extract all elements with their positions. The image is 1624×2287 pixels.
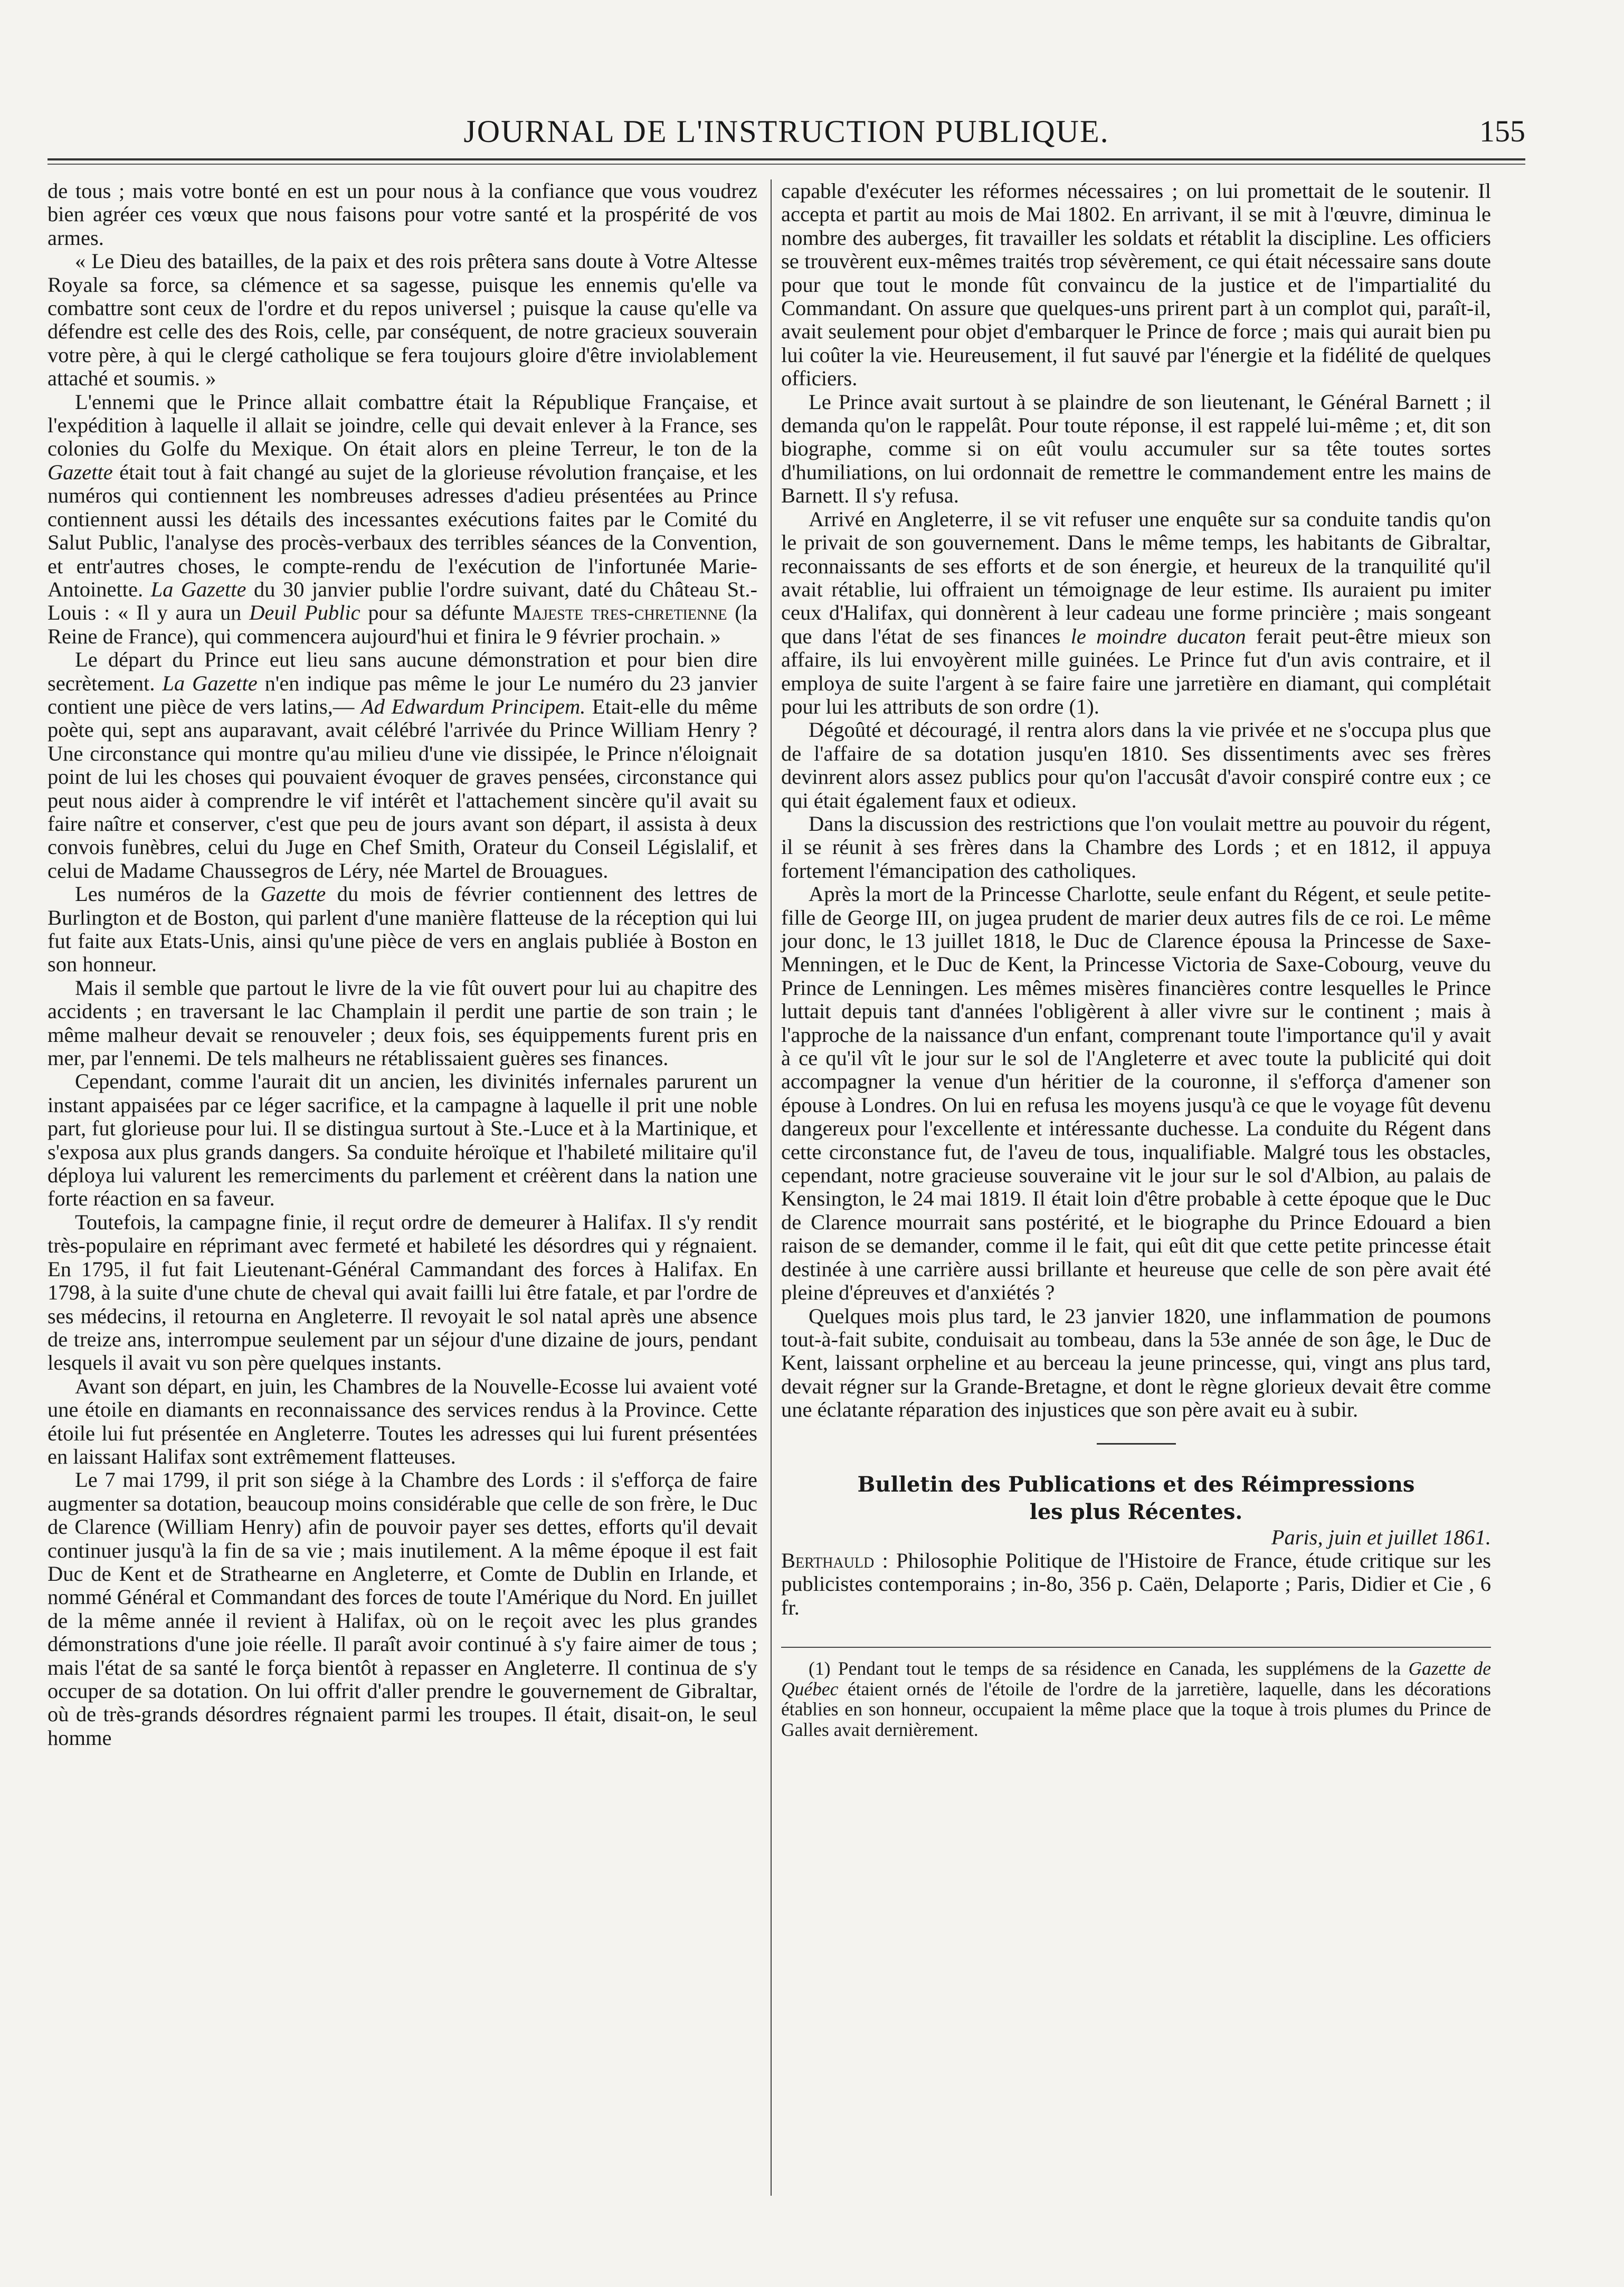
paragraph: Dans la discussion des restrictions que l'on voulait mettre au pouvoir du régent, il se réunit à ses frères dans la Chambre des Lords ; et en 1812, il appuya fortement l'émancipation des catholiques. bbox=[781, 811, 1491, 882]
column-divider bbox=[771, 179, 772, 2196]
footnote-rule bbox=[781, 1647, 1491, 1648]
paragraph: Le Prince avait surtout à se plaindre de son lieutenant, le Général Barnett ; il demanda qu'on le rappelât. Pour toute réponse, il est rappelé lui-même ; et, dit son biographe, comme si on eût voulu accumuler sur sa tête toutes sortes d'humiliations, on lui ordonnait de remettre le commandement entre les mains de Barnett. Il s'y refusa. bbox=[781, 390, 1491, 508]
bulletin-date: Paris, juin et juillet 1861. bbox=[1271, 1525, 1491, 1549]
paragraph: capable d'exécuter les réformes nécessaires ; on lui promettait de le soutenir. Il accepta et partit au mois de Mai 1802. En arrivant, il se mit à l'œuvre, diminua le nombre des auberges, fit travailler les soldats et rétablit la discipline. Les officiers se trouvèrent eux-mêmes traités trop sévèrement, ce qui était nécessaire sans doute pour que tout le monde fût convaincu de la justice et de l'impartialité du Commandant. On assure que quelques-uns prirent part à un complot qui, paraît-il, avait seulement pour objet d'embarquer le Prince de force ; mais qui aurait bien pu lui coûter la vie. Heureusement, il fut sauvé par l'énergie et la fidélité de quelques officiers. bbox=[781, 179, 1491, 391]
paragraph: Quelques mois plus tard, le 23 janvier 1820, une inflammation de poumons tout-à-fait subite, conduisait au tombeau, dans la 53e année de son âge, le Duc de Kent, laissant orpheline et au berceau la jeune princesse, qui, vingt ans plus tard, devait régner sur la Grande-Bretagne, et dont le règne glorieux devait être comme une éclatante réparation des injustices que son père avait eu à subir. bbox=[781, 1304, 1491, 1422]
paragraph: « Le Dieu des batailles, de la paix et des rois prêtera sans doute à Votre Altesse Royale sa force, sa clémence et sa sagesse, puisque les ennemis qu'elle va combattre sont ceux de l'ordre et du repos universel ; puisque la cause qu'elle va défendre est celle des des Rois, celle, par conséquent, de notre gracieux souverain votre père, à qui le clergé catholique se fera toujours gloire d'être inviolablement attaché et soumis. » bbox=[48, 249, 757, 391]
footnote: (1) Pendant tout le temps de sa résidence en Canada, les supplémens de la Gazette de Québec étaient ornés de l'étoile de l'ordre de la jarretière, laquelle, dans les décorations établies en son honneur, occupaient la même place que la toque à trois plumes du Prince de Galles avait dernièrement. bbox=[781, 1658, 1491, 1740]
paragraph: Dégoûté et découragé, il rentra alors dans la vie privée et ne s'occupa plus que de l'affaire de sa dotation jusqu'en 1810. Ses dissentiments avec ses frères devinrent alors assez publics pour qu'on l'accusât d'avoir conspiré contre eux ; ce qui était également faux et odieux. bbox=[781, 718, 1491, 812]
header-rule-thin bbox=[48, 164, 1525, 165]
header-rule bbox=[48, 158, 1525, 160]
section-rule bbox=[1097, 1443, 1176, 1445]
journal-page bbox=[48, 0, 1525, 2287]
paragraph: L'ennemi que le Prince allait combattre était la République Française, et l'expédition à laquelle il allait se joindre, celle qui devait enlever à la France, ses colonies du Golfe du Mexique. On était alors en pleine Terreur, le ton de la Gazette était tout à fait changé au sujet de la glorieuse révolution française, et les numéros qui contiennent les nombreuses adresses d'adieu présentées au Prince contiennent aussi les détails des incessantes exécutions faites par le Comité du Salut Public, l'analyse des procès-verbaux des terribles séances de la Convention, et entr'autres choses, le compte-rendu de l'exécution de l'infortunée Marie-Antoinette. La Gazette du 30 janvier publie l'ordre suivant, daté du Château St.-Louis : « Il y aura un Deuil Public pour sa défunte Majeste tres-chretienne (la Reine de France), qui commencera aujourd'hui et finira le 9 février prochain. » bbox=[48, 390, 758, 648]
paragraph: Le 7 mai 1799, il prit son siége à la Chambre des Lords : il s'efforça de faire augmenter sa dotation, beaucoup moins considérable que celle de son frère, le Duc de Clarence (William Henry) afin de pouvoir payer ses dettes, efforts qu'il devait continuer jusqu'à la fin de sa vie ; mais inutilement. A la même époque il est fait Duc de Kent et de Strathearne en Angleterre, et Comte de Dublin en Irlande, et nommé Général et Commandant des forces de toute l'Amérique du Nord. En juillet de la même année il revient à Halifax, où on le reçoit avec les plus grandes démonstrations d'une joie réelle. Il paraît avoir continué à s'y faire aimer de tous ; mais l'état de sa santé le força bientôt à repasser en Angleterre. Il continua de s'y occuper de sa dotation. On lui offrit d'aller prendre le gouvernement de Gibraltar, où de très-grands désordres régnaient parmi les troupes. Il était, disait-on, le seul homme bbox=[48, 1468, 757, 1750]
bulletin-title: Bulletin des Publications et des Réimpressions bbox=[857, 1472, 1415, 1497]
bulletin-title-line-2: les plus Récentes. bbox=[1029, 1499, 1243, 1524]
paragraph: Cependant, comme l'aurait dit un ancien, les divinités infernales parurent un instant appaisées par ce léger sacrifice, et la campagne à laquelle il prit une noble part, fut glorieuse pour lui. Il se distingua surtout à Ste.-Luce et à la Martinique, et s'exposa aux plus grands dangers. Sa conduite héroïque et l'habileté militaire qu'il déploya lui valurent les remerciments du parlement et créèrent dans la nation une forte réaction en sa faveur. bbox=[48, 1069, 757, 1211]
journal-title: JOURNAL DE L'INSTRUCTION PUBLIQUE. bbox=[463, 114, 1109, 149]
running-header bbox=[48, 113, 1525, 164]
entry-author: Berthauld bbox=[781, 1548, 875, 1572]
paragraph: Mais il semble que partout le livre de la vie fût ouvert pour lui au chapitre des accidents ; en traversant le lac Champlain il perdit une partie de son train ; le même malheur devait se renouveler ; deux fois, ses équippements furent pris en mer, par l'ennemi. De tels malheurs ne rétablissaient guères ses finances. bbox=[48, 975, 757, 1070]
paragraph: Après la mort de la Princesse Charlotte, seule enfant du Régent, et seule petite-fille de George III, on jugea prudent de marier deux autres fils de ce roi. Le même jour donc, le 13 juillet 1818, le Duc de Clarence épousa la Princesse de Saxe-Menningen, et le Duc de Kent, la Princesse Victoria de Saxe-Cobourg, veuve du Prince de Lenningen. Les mêmes misères financières contre lesquelles le Prince luttait depuis tant d'années l'obligèrent à aller vivre sur le continent ; mais à l'approche de la naissance d'un enfant, comprenant toute l'importance qu'il y avait à ce qu'il vît le jour sur le sol de l'Angleterre et avec toute la publicité qui doit accompagner la venue d'un héritier de la couronne, il s'efforça d'amener son épouse à Londres. On lui en refusa les moyens jusqu'à ce que le voyage fût devenu dangereux pour l'excellente et intéressante duchesse. La conduite du Régent dans cette circonstance fut, de l'aveu de tous, inqualifiable. Malgré tous les obstacles, cependant, notre gracieuse souveraine vit le jour sur le sol d'Albion, au palais de Kensington, le 24 mai 1819. Il était loin d'être probable à cette époque que le Duc de Clarence mourrait sans postérité, et le biographe du Prince Edouard a bien raison de se demander, comme il le fait, qui eût dit que cette petite princesse était destinée à une carrière aussi brillante et heureuse que celle de son père avait été pleine d'épreuves et d'anxiétés ? bbox=[781, 882, 1491, 1305]
page-number: 155 bbox=[1479, 114, 1525, 148]
paragraph: de tous ; mais votre bonté en est un pour nous à la confiance que vous voudrez bien agréer ces vœux que nous faisons pour votre santé et la prospérité de vos armes. bbox=[48, 179, 757, 250]
bulletin-entry: Berthauld : Philosophie Politique de l'Histoire de France, étude critique sur les publicistes contemporains ; in-8o, 356 p. Caën, Delaporte ; Paris, Didier et Cie , 6 fr. bbox=[781, 1548, 1491, 1619]
left-column bbox=[48, 179, 757, 1750]
paragraph: Le départ du Prince eut lieu sans aucune démonstration et pour bien dire secrètement. La Gazette n'en indique pas même le jour Le numéro du 23 janvier contient une pièce de vers latins,— Ad Edwardum Principem. Etait-elle du même poète qui, sept ans auparavant, avait célébré l'arrivée du Prince William Henry ? Une circonstance qui montre qu'au milieu d'une vie dissipée, le Prince n'éloignait point de lui les choses qui pouvaient évoquer de graves pensées, circonstance qui peut nous aider à comprendre le vif intérêt et l'attachement sincère qu'il avait su faire naître et conserver, c'est que peu de jours avant son départ, il assista à deux convois funèbres, celui du Juge en Chef Smith, Orateur du Conseil Législalif, et celui de Madame Chaussegros de Léry, née Martel de Brouagues. bbox=[48, 648, 758, 882]
right-column bbox=[781, 179, 1491, 1740]
paragraph: Toutefois, la campagne finie, il reçut ordre de demeurer à Halifax. Il s'y rendit très-populaire en réprimant avec fermeté et habileté les désordres qui y régnaient. En 1795, il fut fait Lieutenant-Général Cammandant des forces à Halifax. En 1798, à la suite d'une chute de cheval qui avait failli lui être fatale, et par l'ordre de ses médecins, il retourna en Angleterre. Il revoyait le sol natal après une absence de treize ans, interrompue seulement par un séjour d'une dizaine de jours, pendant lesquels il avait vu son père quelques instants. bbox=[48, 1210, 757, 1375]
paragraph: Avant son départ, en juin, les Chambres de la Nouvelle-Ecosse lui avaient voté une étoile en diamants en reconnaissance des services rendus à la Province. Cette étoile lui fut présentée en Angleterre. Toutes les adresses qui lui furent présentées en laissant Halifax sont extrêmement flatteuses. bbox=[48, 1374, 757, 1468]
paragraph: Arrivé en Angleterre, il se vit refuser une enquête sur sa conduite tandis qu'on le privait de son gouvernement. Dans le même temps, les habitants de Gibraltar, reconnaissants de ses efforts et de son énergie, et heureux de la tranquilité qu'il avait rétablie, lui offraient un témoignage de leur estime. Ils auraient pu imiter ceux d'Halifax, qui donnèrent à leur cadeau une forme princière ; mais songeant que dans l'état de ses finances le moindre ducaton ferait peut-être mieux son affaire, ils lui envoyèrent mille guinées. Le Prince fut d'un avis contraire, et il employa de suite l'argent à se faire faire une jarretière en diamant, qui complétait pour lui les attributs de son ordre (1). bbox=[781, 507, 1491, 718]
paragraph: Les numéros de la Gazette du mois de février contiennent des lettres de Burlington et de Boston, qui parlent d'une manière flatteuse de la réception qui lui fut faite aux Etats-Unis, ainsi qu'une pièce de vers en anglais publiée à Boston en son honneur. bbox=[48, 882, 757, 976]
